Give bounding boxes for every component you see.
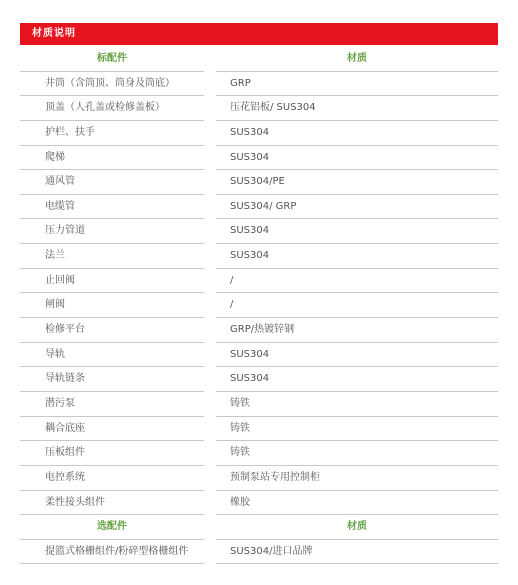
table-row [20,367,498,392]
table-row [20,491,498,516]
material-cell: 预制泵站专用控制柜 [216,466,498,491]
column-header-component: 选配件 [20,515,204,540]
table-row [20,244,498,269]
material-cell: SUS304 [216,146,498,171]
table-row [20,72,498,97]
material-cell: 铸铁 [216,417,498,442]
materials-table [20,47,498,564]
component-cell: 导轨链条 [20,367,204,392]
component-cell: 提篮式格栅组件/粉碎型格栅组件 [20,540,204,565]
table-header-row [20,47,498,72]
component-cell: 压力管道 [20,219,204,244]
material-cell: / [216,293,498,318]
material-cell: 橡胶 [216,491,498,516]
component-cell: 潜污泵 [20,392,204,417]
component-cell: 井筒（含筒顶、筒身及筒底） [20,72,204,97]
table-row [20,441,498,466]
table-row [20,269,498,294]
material-cell: SUS304 [216,121,498,146]
table-row [20,195,498,220]
component-cell: 检修平台 [20,318,204,343]
table-row [20,343,498,368]
table-header-row [20,515,498,540]
table-row [20,466,498,491]
material-cell: / [216,269,498,294]
material-cell: SUS304/ GRP [216,195,498,220]
table-row [20,219,498,244]
component-cell: 顶盖（人孔盖或检修盖板） [20,96,204,121]
material-cell: SUS304/PE [216,170,498,195]
component-cell: 压板组件 [20,441,204,466]
component-cell: 电控系统 [20,466,204,491]
column-header-material: 材质 [216,515,498,540]
material-cell: GRP/热镀锌钢 [216,318,498,343]
table-row [20,96,498,121]
material-cell: SUS304 [216,367,498,392]
material-cell: 压花铝板/ SUS304 [216,96,498,121]
material-cell: SUS304/进口品牌 [216,540,498,565]
table-row [20,417,498,442]
table-row [20,293,498,318]
component-cell: 爬梯 [20,146,204,171]
section-title: 材质说明 [32,28,76,39]
component-cell: 电缆管 [20,195,204,220]
table-row [20,540,498,565]
component-cell: 导轨 [20,343,204,368]
material-cell: 铸铁 [216,441,498,466]
table-row [20,392,498,417]
component-cell: 止回阀 [20,269,204,294]
material-cell: SUS304 [216,244,498,269]
material-cell: SUS304 [216,219,498,244]
section-banner [20,23,498,45]
column-header-component: 标配件 [20,47,204,72]
material-cell: SUS304 [216,343,498,368]
column-header-material: 材质 [216,47,498,72]
material-cell: GRP [216,72,498,97]
component-cell: 通风管 [20,170,204,195]
component-cell: 耦合底座 [20,417,204,442]
component-cell: 护栏、扶手 [20,121,204,146]
table-row [20,146,498,171]
component-cell: 柔性接头组件 [20,491,204,516]
component-cell: 闸阀 [20,293,204,318]
material-cell: 铸铁 [216,392,498,417]
component-cell: 法兰 [20,244,204,269]
table-row [20,170,498,195]
table-row [20,121,498,146]
table-row [20,318,498,343]
